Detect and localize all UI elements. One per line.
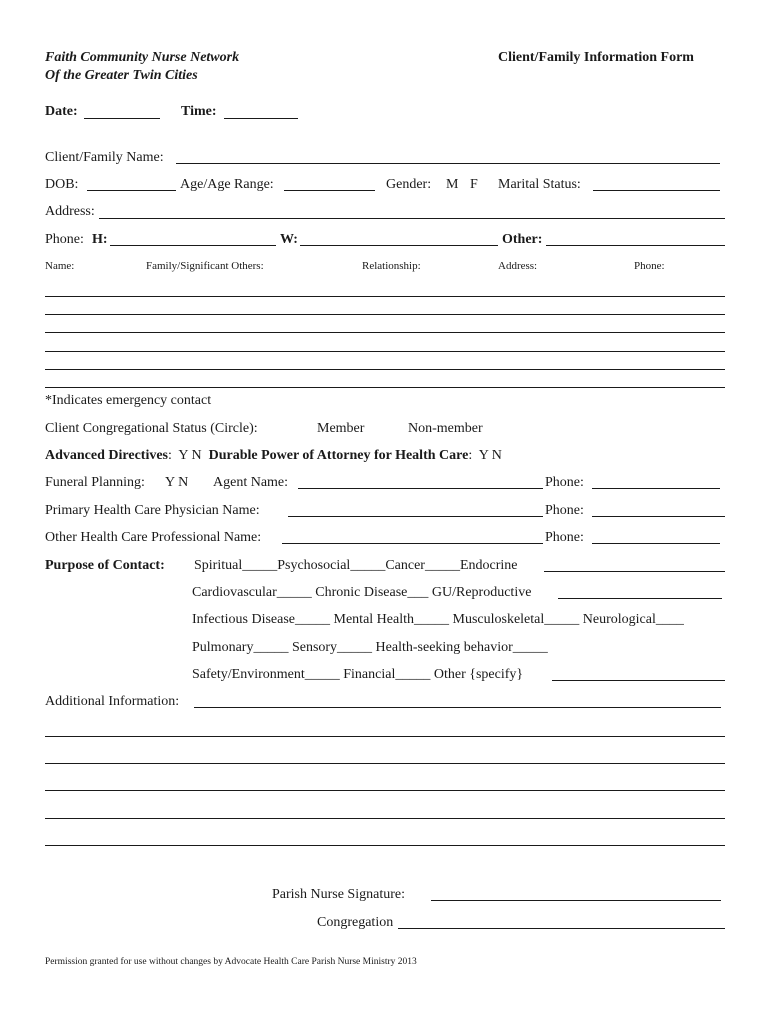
nurse-signature-field[interactable] bbox=[431, 900, 721, 901]
durable-poa-yn[interactable]: Y N bbox=[478, 448, 502, 463]
org-name-line2: Of the Greater Twin Cities bbox=[45, 68, 198, 83]
date-label: Date: bbox=[45, 104, 78, 119]
purpose-row-2-line[interactable] bbox=[558, 598, 722, 599]
congregation-label: Congregation bbox=[317, 915, 394, 930]
advanced-directives-label: Advanced Directives bbox=[45, 448, 168, 463]
form-title: Client/Family Information Form bbox=[498, 50, 694, 65]
purpose-row-3[interactable]: Infectious Disease_____ Mental Health_____ Musculoskeletal_____ Neurological____ bbox=[192, 612, 684, 627]
agent-name-label: Agent Name: bbox=[213, 475, 289, 490]
column-header-address: Address: bbox=[498, 260, 538, 272]
emergency-contact-note: *Indicates emergency contact bbox=[45, 393, 212, 408]
purpose-row-1[interactable]: Spiritual_____Psychosocial_____Cancer_____Endocrine bbox=[194, 558, 518, 573]
phone-home-field[interactable] bbox=[110, 245, 276, 246]
additional-info-field[interactable] bbox=[194, 707, 721, 708]
purpose-row-1-line[interactable] bbox=[544, 571, 725, 572]
additional-info-line[interactable] bbox=[45, 736, 725, 737]
advanced-directives-yn[interactable]: Y N bbox=[178, 448, 202, 463]
marital-status-label: Marital Status: bbox=[498, 177, 581, 192]
congregational-status-label: Client Congregational Status (Circle): bbox=[45, 421, 258, 436]
family-table-row[interactable] bbox=[45, 332, 725, 333]
directives-row: Advanced Directives: Y N Durable Power of Attorney for Health Care: Y N bbox=[45, 448, 502, 463]
client-name-field[interactable] bbox=[176, 163, 720, 164]
additional-info-line[interactable] bbox=[45, 790, 725, 791]
additional-info-line[interactable] bbox=[45, 763, 725, 764]
marital-status-field[interactable] bbox=[593, 190, 720, 191]
funeral-planning-label: Funeral Planning: bbox=[45, 475, 145, 490]
phone-work-label: W: bbox=[280, 232, 298, 247]
phone-work-field[interactable] bbox=[300, 245, 498, 246]
nurse-signature-label: Parish Nurse Signature: bbox=[272, 887, 405, 902]
family-table-row[interactable] bbox=[45, 351, 725, 352]
time-field[interactable] bbox=[224, 118, 298, 119]
column-header-name: Name: bbox=[45, 260, 75, 272]
additional-info-line[interactable] bbox=[45, 818, 725, 819]
family-table-row[interactable] bbox=[45, 296, 725, 297]
phone-other-label: Other: bbox=[502, 232, 543, 247]
other-professional-field[interactable] bbox=[282, 543, 543, 544]
funeral-planning-yn[interactable]: Y N bbox=[165, 475, 189, 490]
date-field[interactable] bbox=[84, 118, 160, 119]
age-field[interactable] bbox=[284, 190, 375, 191]
agent-phone-field[interactable] bbox=[592, 488, 720, 489]
congregation-field[interactable] bbox=[398, 928, 725, 929]
physician-name-field[interactable] bbox=[288, 516, 543, 517]
purpose-of-contact-label: Purpose of Contact: bbox=[45, 558, 165, 573]
other-professional-label: Other Health Care Professional Name: bbox=[45, 530, 262, 545]
additional-info-line[interactable] bbox=[45, 845, 725, 846]
client-name-label: Client/Family Name: bbox=[45, 150, 164, 165]
column-header-relationship: Relationship: bbox=[362, 260, 421, 272]
additional-info-label: Additional Information: bbox=[45, 694, 180, 709]
org-name-line1: Faith Community Nurse Network bbox=[45, 50, 240, 65]
dob-field[interactable] bbox=[87, 190, 176, 191]
agent-phone-label: Phone: bbox=[545, 475, 584, 490]
other-professional-phone-field[interactable] bbox=[592, 543, 720, 544]
gender-m-option[interactable]: M bbox=[446, 177, 459, 192]
column-header-family: Family/Significant Others: bbox=[146, 260, 264, 272]
permission-footer: Permission granted for use without changes by Advocate Health Care Parish Nurse Ministry 2013 bbox=[45, 957, 417, 967]
purpose-row-2[interactable]: Cardiovascular_____ Chronic Disease___ GU/Reproductive bbox=[192, 585, 532, 600]
purpose-row-5[interactable]: Safety/Environment_____ Financial_____ Other {specify} bbox=[192, 667, 524, 682]
other-professional-phone-label: Phone: bbox=[545, 530, 584, 545]
time-label: Time: bbox=[181, 104, 217, 119]
physician-name-label: Primary Health Care Physician Name: bbox=[45, 503, 260, 518]
family-table-row[interactable] bbox=[45, 369, 725, 370]
family-table-row[interactable] bbox=[45, 387, 725, 388]
dob-label: DOB: bbox=[45, 177, 79, 192]
purpose-row-4[interactable]: Pulmonary_____ Sensory_____ Health-seeking behavior_____ bbox=[192, 640, 548, 655]
non-member-option[interactable]: Non-member bbox=[408, 421, 483, 436]
member-option[interactable]: Member bbox=[317, 421, 365, 436]
phone-other-field[interactable] bbox=[546, 245, 725, 246]
age-label: Age/Age Range: bbox=[180, 177, 274, 192]
physician-phone-label: Phone: bbox=[545, 503, 584, 518]
gender-f-option[interactable]: F bbox=[470, 177, 478, 192]
address-field[interactable] bbox=[99, 218, 725, 219]
agent-name-field[interactable] bbox=[298, 488, 543, 489]
gender-label: Gender: bbox=[386, 177, 432, 192]
physician-phone-field[interactable] bbox=[592, 516, 725, 517]
family-table-row[interactable] bbox=[45, 314, 725, 315]
purpose-other-specify-line[interactable] bbox=[552, 680, 725, 681]
phone-label: Phone: bbox=[45, 232, 84, 247]
durable-poa-label: Durable Power of Attorney for Health Care bbox=[208, 448, 469, 463]
column-header-phone: Phone: bbox=[634, 260, 665, 272]
phone-home-label: H: bbox=[92, 232, 108, 247]
address-label: Address: bbox=[45, 204, 95, 219]
